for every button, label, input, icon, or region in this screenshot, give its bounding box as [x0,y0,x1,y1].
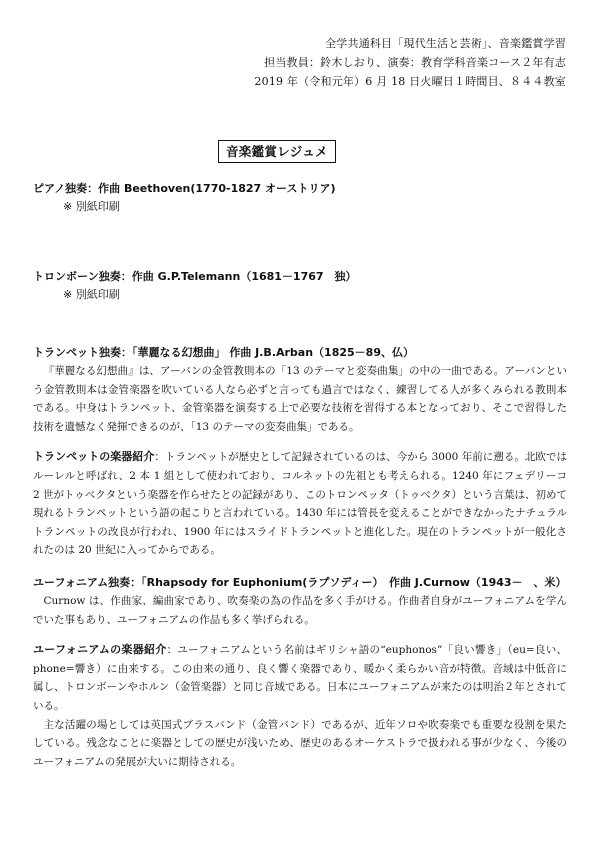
euphonium-body: Curnow は、作曲家、編曲家であり、吹奏楽の為の作品を多く手がける。作曲者自身がユーフォニアムを学んでいた事もあり、ユーフォニアムの作品も多く挙げられる。 [33,594,567,626]
section-euphonium-instrument [33,641,567,771]
header-staff-line: 担当教員：鈴木しおり、演奏：教育学科音楽コース２年有志 [264,56,566,69]
section-trombone [33,268,567,304]
trombone-heading: トロンボーン独奏：作曲 G.P.Telemann（1681－1767 独） [33,270,357,283]
piano-note: ※ 別紙印刷 [63,200,120,213]
euphonium-instrument-paragraph [33,641,567,715]
euphonium-instrument-body-2: 主な活躍の場としては英国式ブラスバンド（金管バンド）であるが、近年ソロや吹奏楽でも重要な役割を果たしている。残念なことに楽器としての歴史が浅いため、歴史のあるオーケストラで扱われる事が少なく、今後のユーフォニアムの発展が大いに期待される。 [33,718,567,768]
page-title: 音楽鑑賞レジュメ [218,140,336,163]
content [33,180,567,771]
trombone-note: ※ 別紙印刷 [63,288,120,301]
section-piano [33,180,567,216]
trumpet-heading: トランペット独奏：「華麗なる幻想曲」 作曲 J.B.Arban（1825－89、仏） [33,346,414,359]
section-trumpet [33,344,567,436]
header-block [254,34,566,91]
trumpet-instrument-paragraph [33,448,567,560]
trumpet-instrument-lead: トランペットの楽器紹介 [33,450,155,464]
section-euphonium [33,574,567,629]
piano-heading: ピアノ独奏：作曲 Beethoven(1770-1827 オーストリア) [33,182,336,195]
section-trumpet-instrument [33,448,567,560]
header-course-line: 全学共通科目「現代生活と芸術」、音楽鑑賞学習 [325,37,566,50]
trumpet-instrument-body: ：トランペットが歴史として記録されているのは、今から 3000 年前に遡る。北欧ではルーレルと呼ばれ、2 本 1 組として使われており、コルネットの先祖とも考えられる。1240 年にフェデリーコ 2 世がトゥベクタという楽器を作らせたとの記録があり、このトロンペッタ（トゥベクタ）という言葉は、初めて現れるトランペットという語の起こりと言われている。1430 年には管長を変えることができなかったナチュラルトランペットの改良が行われ、1900 年にはスライドトランペットと進化した。現在のトランペットが一般化されたのは 20 世紀に入ってからである。 [33,451,567,557]
header-date-line: 2019 年（令和元年）6 月 18 日火曜日１時間目、８４４教室 [254,75,566,88]
euphonium-instrument-body: ：ユーフォニアムという名前はギリシャ語の“euphonos”「良い響き」（eu=良い、phone=響き）に由来する。この由来の通り、良く響く楽器であり、暖かく柔らかい音が特徴。音域は中低音に属し、トロンボーンやホルン（金管楽器）と同じ音域である。日本にユーフォニアムが来たのは明治２年とされている。 [33,644,567,712]
euphonium-heading: ユーフォニアム独奏：「Rhapsody for Euphonium(ラプソディー） 作曲 J.Curnow（1943－ 、米） [33,575,567,589]
euphonium-instrument-lead: ユーフォニアムの楽器紹介 [33,643,167,657]
trumpet-body: 『華麗なる幻想曲』は、アーバンの金管教則本の「13 のテーマと変奏曲集」の中の一曲である。アーバンという金管教則本は金管楽器を吹いている人なら必ずと言っても過言ではなく、練習してる人が多くみられる教則本である。中身はトランペット、金管楽器を演奏する上で必要な技術を習得する本となっており、そこで習得した技術を遺憾なく発揮できるのが、「13 のテーマの変奏曲集」である。 [33,365,567,433]
